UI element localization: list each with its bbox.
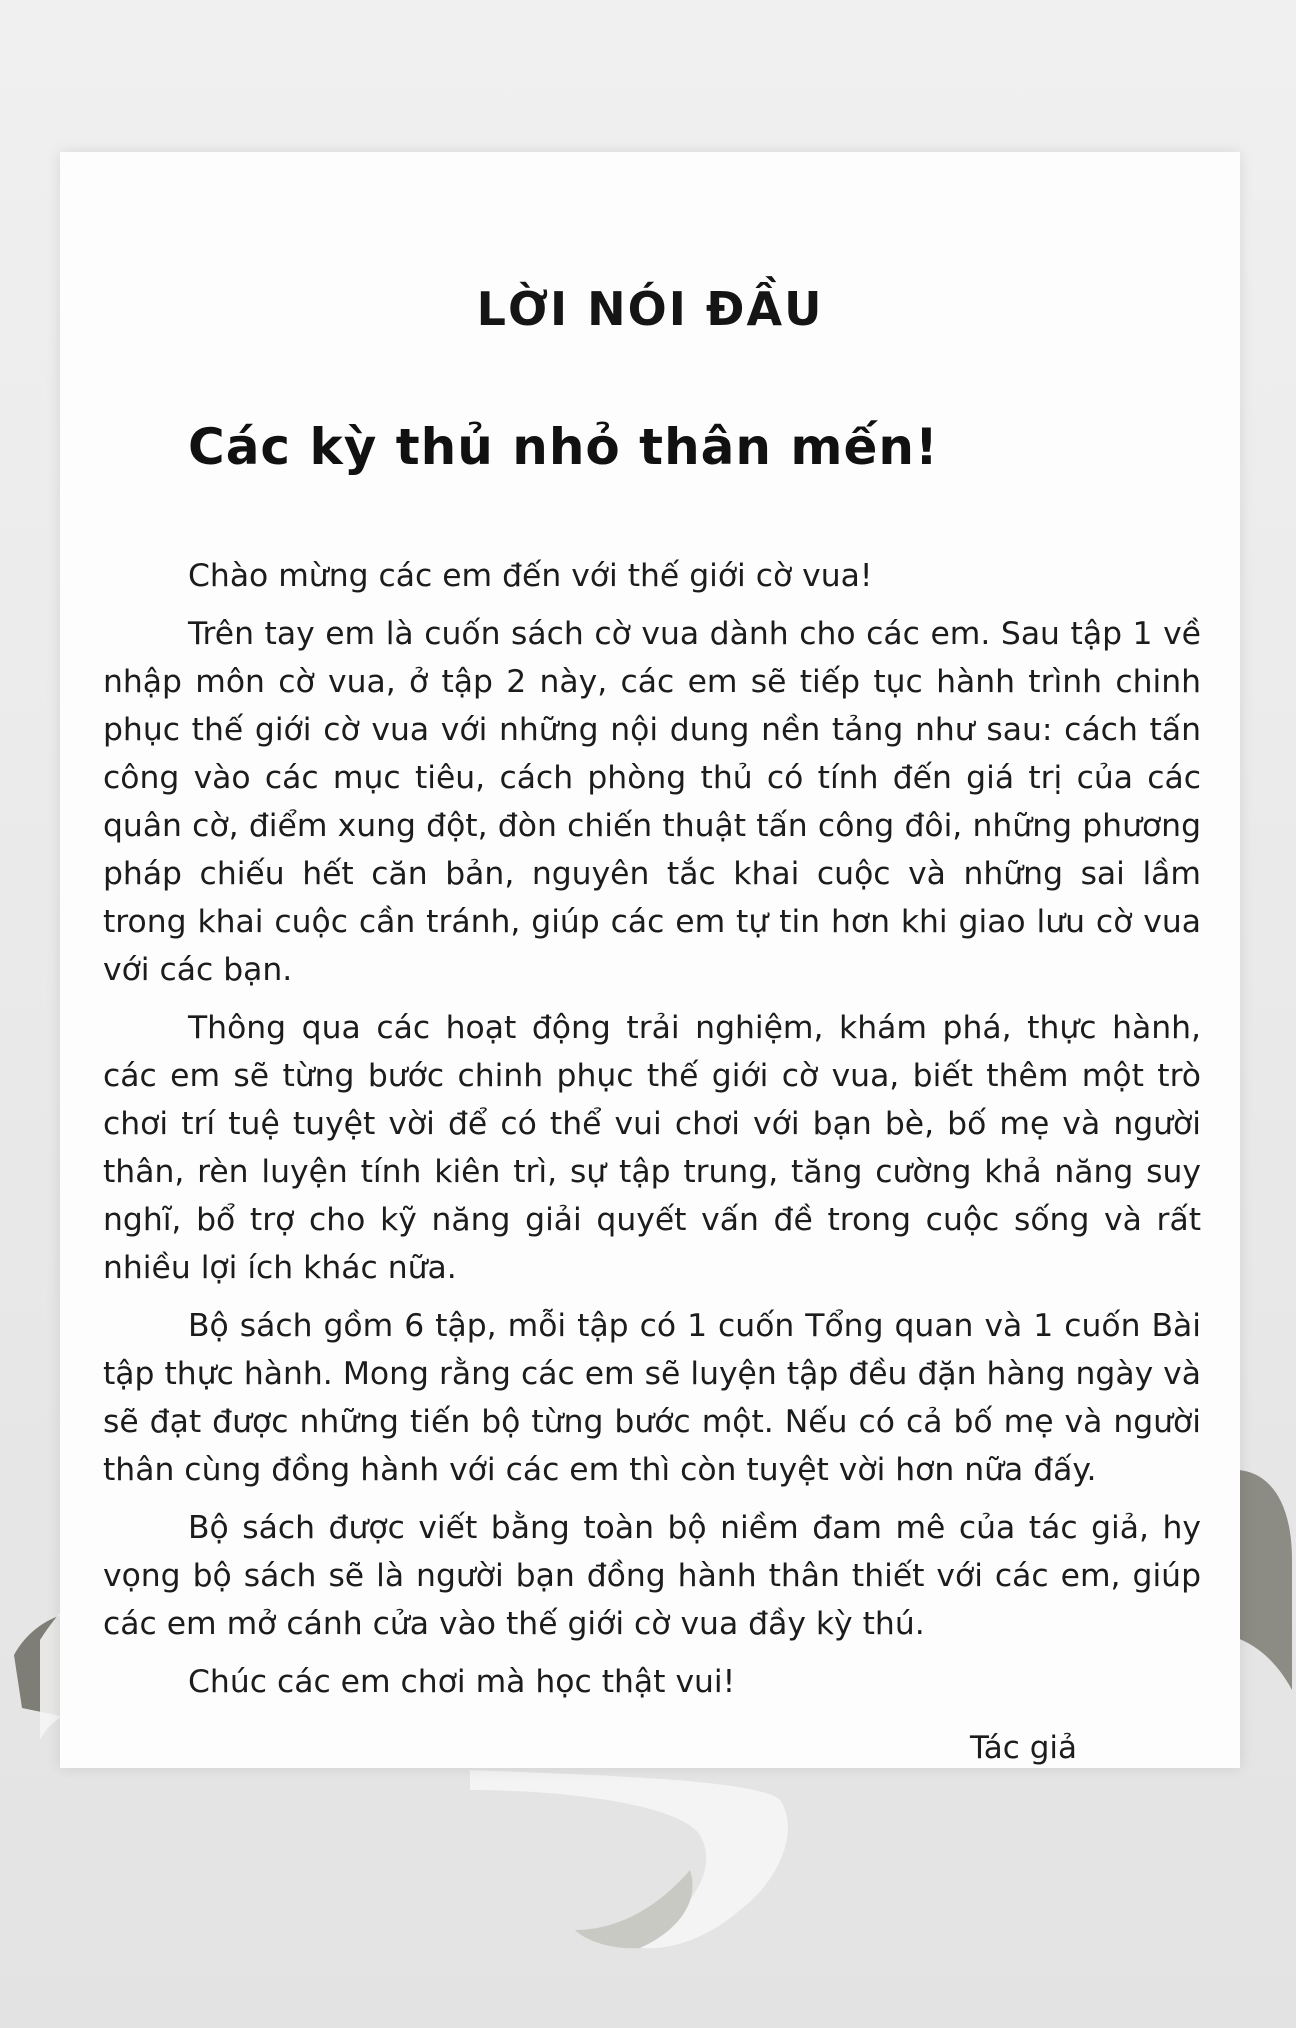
document-page [60, 152, 1240, 1768]
paragraph: Chúc các em chơi mà học thật vui! [188, 1664, 736, 1700]
paragraph: Bộ sách gồm 6 tập, mỗi tập có 1 cuốn Tổng quan và 1 cuốn Bài tập thực hành. Mong rằng các em sẽ luyện tập đều đặn hàng ngày và sẽ đạt được những tiến bộ từng bước một. Nếu có cả bố mẹ và người thân cùng đồng hành với các em thì còn tuyệt vời hơn nữa đấy. [103, 1308, 1201, 1488]
page-title: LỜI NÓI ĐẦU [476, 282, 824, 336]
paragraph: Thông qua các hoạt động trải nghiệm, khám phá, thực hành, các em sẽ từng bước chinh phục thế giới cờ vua, biết thêm một trò chơi trí tuệ tuyệt vời để có thể vui chơi với bạn bè, bố mẹ và người thân, rèn luyện tính kiên trì, sự tập trung, tăng cường khả năng suy nghĩ, bổ trợ cho kỹ năng giải quyết vấn đề trong cuộc sống và rất nhiều lợi ích khác nữa. [103, 1010, 1201, 1286]
paragraph: Chào mừng các em đến với thế giới cờ vua! [188, 558, 873, 594]
greeting-heading: Các kỳ thủ nhỏ thân mến! [188, 418, 939, 476]
author-signature: Tác giả [970, 1730, 1077, 1766]
paragraph: Bộ sách được viết bằng toàn bộ niềm đam mê của tác giả, hy vọng bộ sách sẽ là người bạn đồng hành thân thiết với các em, giúp các em mở cánh cửa vào thế giới cờ vua đầy kỳ thú. [103, 1510, 1201, 1642]
paragraph: Trên tay em là cuốn sách cờ vua dành cho các em. Sau tập 1 về nhập môn cờ vua, ở tập 2 này, các em sẽ tiếp tục hành trình chinh phục thế giới cờ vua với những nội dung nền tảng như sau: cách tấn công vào các mục tiêu, cách phòng thủ có tính đến giá trị của các quân cờ, điểm xung đột, đòn chiến thuật tấn công đôi, những phương pháp chiếu hết căn bản, nguyên tắc khai cuộc và những sai lầm trong khai cuộc cần tránh, giúp các em tự tin hơn khi giao lưu cờ vua với các bạn. [103, 616, 1201, 988]
body-text [103, 552, 1201, 1716]
